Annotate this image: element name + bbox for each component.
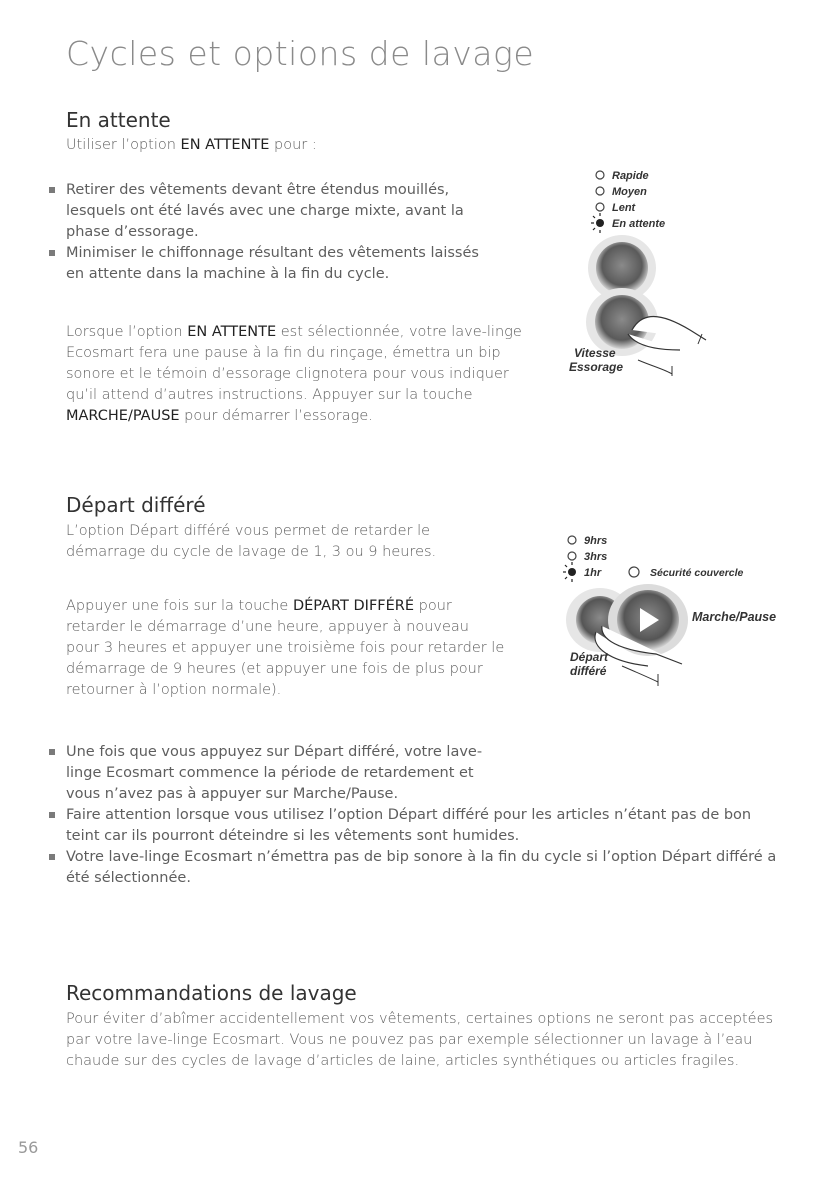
en-attente-bullets bbox=[49, 180, 479, 285]
depart-differe-paragraph: Appuyer une fois sur la touche DÉPART DIFFÉRÉ pour retarder le démarrage d’une heure, appuyer à nouveau pour 3 heures et appuyer une troisième fois pour retarder le démarrage de 9 heures (et appuyer une fois de plus pour retourner à l’option normale). bbox=[66, 598, 505, 698]
lid-lock-light-icon bbox=[629, 567, 639, 577]
list-item: Une fois que vous appuyez sur Départ différé, votre lave-linge Ecosmart commence la période de retardement et vous n’avez pas à appuyer sur Marche/Pause. bbox=[49, 742, 496, 805]
button-label: différé bbox=[570, 664, 607, 678]
lid-lock-label: Sécurité couvercle bbox=[650, 567, 744, 579]
start-pause-label: Marche/Pause bbox=[692, 610, 777, 624]
option-label: Moyen bbox=[612, 186, 647, 198]
option-label: En attente bbox=[612, 218, 666, 230]
indicator-light-icon bbox=[596, 187, 604, 195]
page-title: Cycles et options de lavage bbox=[66, 34, 535, 73]
option-3hrs bbox=[568, 551, 607, 563]
en-attente-paragraph: Lorsque l’option EN ATTENTE est sélectionnée, votre lave-linge Ecosmart fera une pause à la fin du rinçage, émettra un bip sonore et le témoin d’essorage clignotera pour vous indiquer qu’il attend d’autres instructions. Appuyer sur la touche MARCHE/PAUSE pour démarrer l’essorage. bbox=[66, 324, 522, 424]
en-attente-intro: Utiliser l’option EN ATTENTE pour : bbox=[66, 137, 317, 153]
option-label: 9hrs bbox=[584, 535, 608, 547]
section-heading-recommandations: Recommandations de lavage bbox=[66, 981, 357, 1005]
option-label: 1hr bbox=[584, 567, 602, 579]
recommandations-text: Pour éviter d’abîmer accidentellement vos vêtements, certaines options ne seront pas acceptées par votre lave-linge Ecosmart. Vous ne pouvez pas par exemple sélectionner un lavage à l’eau chaude sur des cycles de lavage d’articles de laine, articles synthétiques ou articles fragiles. bbox=[66, 1011, 774, 1069]
indicator-light-icon bbox=[596, 203, 604, 211]
depart-differe-intro: L’option Départ différé vous permet de retarder le démarrage du cycle de lavage de 1, 3 ou 9 heures. bbox=[66, 523, 437, 560]
option-label: Lent bbox=[612, 202, 636, 214]
option-moyen bbox=[596, 186, 647, 198]
spin-speed-illustration bbox=[560, 162, 710, 382]
indicator-light-icon bbox=[568, 536, 576, 544]
delay-start-illustration bbox=[560, 528, 800, 688]
option-en-attente bbox=[591, 213, 665, 233]
option-label: 3hrs bbox=[584, 551, 608, 563]
option-lent bbox=[596, 202, 637, 214]
section-heading-en-attente: En attente bbox=[66, 108, 171, 132]
list-item: Faire attention lorsque vous utilisez l’option Départ différé pour les articles n’étant pas de bon teint car ils pourront déteindre si les vêtements sont humides. bbox=[49, 805, 789, 847]
list-item: Minimiser le chiffonnage résultant des vêtements laissés en attente dans la machine à la fin du cycle. bbox=[49, 243, 479, 285]
list-item: Retirer des vêtements devant être étendus mouillés, lesquels ont été lavés avec une charge mixte, avant la phase d’essorage. bbox=[49, 180, 479, 243]
option-rapide bbox=[596, 170, 649, 182]
lid-lock-indicator bbox=[629, 567, 744, 579]
option-9hrs bbox=[568, 535, 607, 547]
button-label: Essorage bbox=[569, 360, 624, 374]
section-heading-depart-differe: Départ différé bbox=[66, 493, 206, 517]
button-label: Départ bbox=[570, 650, 609, 664]
button-label: Vitesse bbox=[574, 346, 616, 360]
option-label: Rapide bbox=[612, 170, 649, 182]
indicator-light-icon bbox=[596, 171, 604, 179]
indicator-light-icon bbox=[568, 552, 576, 560]
lit-indicator-icon bbox=[563, 562, 576, 582]
lit-indicator-icon bbox=[591, 213, 604, 233]
depart-differe-bullets bbox=[49, 742, 789, 889]
list-item: Votre lave-linge Ecosmart n’émettra pas de bip sonore à la fin du cycle si l’option Départ différé a été sélectionnée. bbox=[49, 847, 789, 889]
page-number: 56 bbox=[18, 1138, 39, 1157]
option-1hr bbox=[563, 562, 602, 582]
